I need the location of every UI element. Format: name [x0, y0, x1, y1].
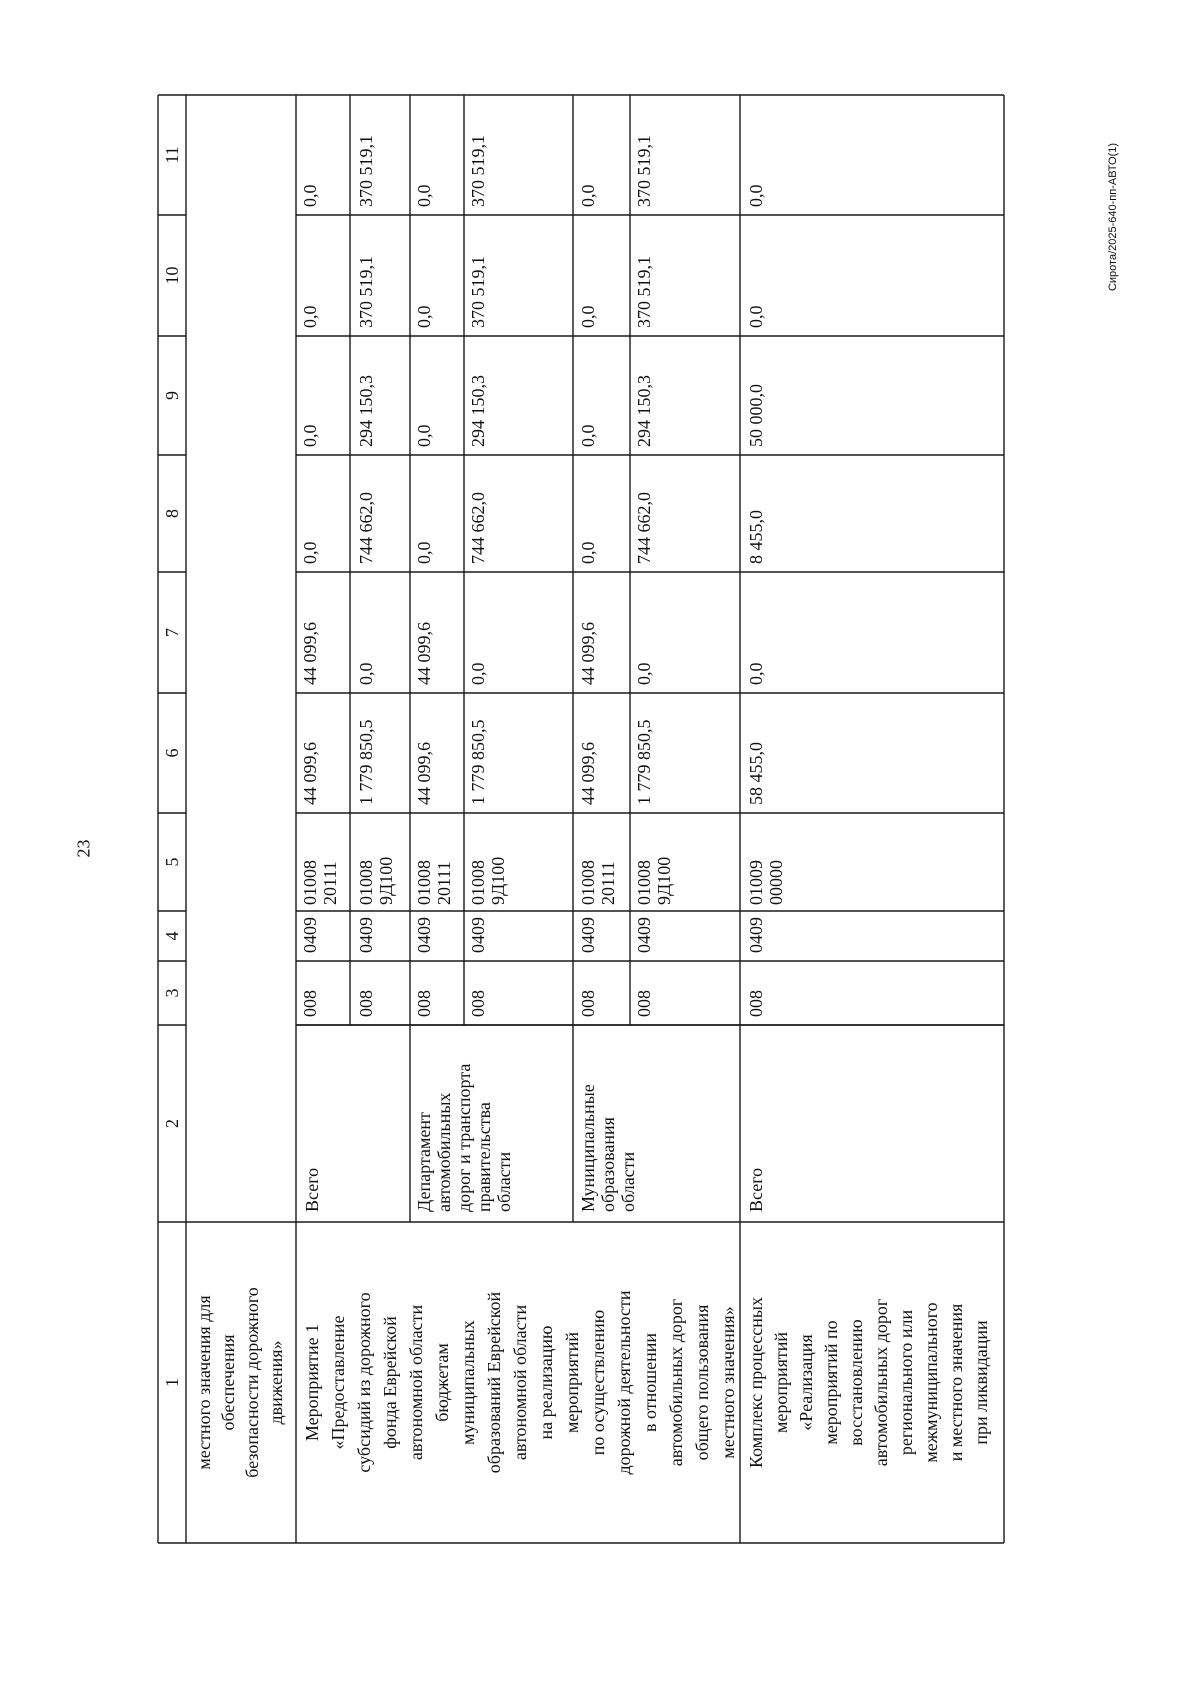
header-cell: 6 — [162, 748, 182, 758]
table-value-cell: 0,0 — [300, 184, 320, 207]
table-value-cell: 44 099,6 — [578, 622, 598, 685]
table-value-cell: 0409 — [468, 917, 488, 953]
budget-code-cell: 20111 — [434, 861, 454, 905]
budget-code-cell: 9Д100 — [488, 856, 508, 905]
table-value-cell: 008 — [414, 990, 434, 1017]
budget-code-cell: 9Д100 — [376, 856, 396, 905]
table-value-cell: 0,0 — [746, 305, 766, 328]
group-label: области — [618, 1151, 638, 1212]
header-cell: 8 — [162, 509, 182, 518]
table-value-cell: 0409 — [414, 917, 434, 953]
table-value-cell: 0,0 — [300, 424, 320, 447]
table-value-cell: 44 099,6 — [300, 622, 320, 685]
budget-code-cell: 00000 — [766, 860, 786, 905]
budget-code-cell: 20111 — [320, 861, 340, 905]
header-cell: 5 — [162, 857, 182, 867]
table-value-cell: 370 519,1 — [634, 135, 654, 207]
header-cell: 2 — [162, 1119, 182, 1128]
table-value-cell: 370 519,1 — [634, 256, 654, 328]
m1-col1-text: общего пользования — [692, 1304, 712, 1461]
table-value-cell: 50 000,0 — [746, 384, 766, 447]
table-value-cell: 0409 — [634, 917, 654, 953]
table-value-cell: 44 099,6 — [414, 742, 434, 805]
header-cell: 10 — [162, 266, 182, 285]
m1-col1-text: автомобильных дорог — [666, 1298, 686, 1467]
table-value-cell: 294 150,3 — [356, 375, 376, 447]
budget-code-cell: 20111 — [598, 861, 618, 905]
table-value-cell: 0,0 — [746, 662, 766, 685]
group-label: области — [494, 1151, 514, 1212]
row0-col1-text: безопасности дорожного — [242, 1287, 262, 1478]
group-label: правительства — [474, 1102, 494, 1212]
row0-col1-text: обеспечения — [218, 1334, 238, 1431]
k1-col1-text: Комплекс процессных — [746, 1297, 766, 1468]
table-value-cell: 0,0 — [414, 184, 434, 207]
table-value-cell: 0,0 — [468, 662, 488, 685]
table-value-cell: 0,0 — [300, 541, 320, 564]
k1-col1-text: автомобильных дорог — [871, 1298, 891, 1467]
table-value-cell: 0,0 — [578, 424, 598, 447]
header-cell: 4 — [162, 931, 182, 941]
page-number: 23 — [73, 839, 94, 858]
table-value-cell: 008 — [634, 990, 654, 1017]
table-value-cell: 0409 — [300, 917, 320, 953]
table-value-cell: 1 779 850,5 — [356, 719, 376, 805]
group-label: образования — [598, 1117, 618, 1212]
budget-code-cell: 01008 — [468, 860, 488, 905]
m1-col1-text: муниципальных — [458, 1320, 478, 1445]
k1-col1-text: восстановлению — [846, 1319, 866, 1446]
m1-col1-text: «Предоставление — [328, 1315, 348, 1450]
table-value-cell: 1 779 850,5 — [634, 719, 654, 805]
table-value-cell: 0409 — [578, 917, 598, 953]
group-label: автомобильных — [434, 1092, 454, 1212]
k1-col1-text: «Реализация — [796, 1334, 816, 1431]
budget-code-cell: 01008 — [634, 860, 654, 905]
header-cell: 9 — [162, 391, 182, 400]
table-value-cell: 0,0 — [414, 424, 434, 447]
table-value-cell: 370 519,1 — [356, 256, 376, 328]
budget-code-cell: 01008 — [356, 860, 376, 905]
m1-col1-text: субсидий из дорожного — [354, 1292, 374, 1473]
k1-col1-text: мероприятий — [771, 1331, 791, 1434]
table-value-cell: 008 — [356, 990, 376, 1017]
m1-col1-text: в отношении — [640, 1332, 660, 1433]
table-value-cell: 1 779 850,5 — [468, 719, 488, 805]
m1-col1-text: автономной области — [406, 1304, 426, 1461]
m1-col1-text: фонда Еврейской — [380, 1316, 400, 1449]
group-label: Муниципальные — [578, 1084, 598, 1212]
k1-col2-text: Всего — [746, 1167, 766, 1212]
m1-col1-text: бюджетам — [432, 1343, 452, 1422]
k1-col1-text: межмуниципального — [921, 1302, 941, 1463]
table-value-cell: 0,0 — [414, 305, 434, 328]
table-value-cell: 294 150,3 — [634, 375, 654, 447]
table-value-cell: 370 519,1 — [468, 256, 488, 328]
table-value-cell: 44 099,6 — [578, 742, 598, 805]
table-value-cell: 370 519,1 — [468, 135, 488, 207]
table-value-cell: 008 — [578, 990, 598, 1017]
table-value-cell: 744 662,0 — [356, 492, 376, 564]
table-value-cell: 0409 — [356, 917, 376, 953]
m1-col1-text: Мероприятие 1 — [302, 1323, 322, 1442]
table-value-cell: 44 099,6 — [414, 622, 434, 685]
m1-col1-text: местного значения» — [718, 1306, 738, 1459]
table-value-cell: 008 — [468, 990, 488, 1017]
k1-col1-text: регионального или — [896, 1309, 916, 1456]
m1-col1-text: дорожной деятельности — [614, 1290, 634, 1475]
table-value-cell: 58 455,0 — [746, 742, 766, 805]
budget-code-cell: 01008 — [578, 860, 598, 905]
table-value-cell: 0,0 — [578, 305, 598, 328]
table-value-cell: 0,0 — [414, 541, 434, 564]
k1-col1-text: при ликвидации — [971, 1320, 991, 1445]
table-value-cell: 0,0 — [300, 305, 320, 328]
group-label: Департамент — [414, 1112, 434, 1212]
budget-code-cell: 01008 — [414, 860, 434, 905]
table-value-cell: 0,0 — [578, 541, 598, 564]
budget-code-cell: 01009 — [746, 860, 766, 905]
document-reference-text: Сирота/2025-640-пп-АВТО(1) — [1107, 142, 1119, 292]
table-value-cell: 44 099,6 — [300, 742, 320, 805]
table-value-cell: 0,0 — [356, 662, 376, 685]
m1-col1-text: по осуществлению — [588, 1309, 608, 1456]
table-value-cell: 0409 — [746, 917, 766, 953]
m1-col1-text: автономной области — [510, 1304, 530, 1461]
budget-code-cell: 9Д100 — [654, 856, 674, 905]
row0-col1-text: движения» — [266, 1340, 286, 1425]
table-value-cell: 008 — [300, 990, 320, 1017]
header-cell: 11 — [162, 146, 182, 164]
table-value-cell: 744 662,0 — [634, 492, 654, 564]
budget-code-cell: 01008 — [300, 860, 320, 905]
table-value-cell: 370 519,1 — [356, 135, 376, 207]
m1-col1-text: образований Еврейской — [484, 1291, 504, 1474]
table-value-cell: 0,0 — [578, 184, 598, 207]
m1-col1-text: на реализацию — [536, 1325, 556, 1440]
group-label: дорог и транспорта — [454, 1063, 474, 1212]
row0-col1-text: местного значения для — [194, 1295, 214, 1470]
table-value-cell: 294 150,3 — [468, 375, 488, 447]
table-value-cell: 8 455,0 — [746, 510, 766, 564]
table-value-cell: 0,0 — [634, 662, 654, 685]
table-value-cell: 008 — [746, 990, 766, 1017]
k1-col1-text: мероприятий по — [821, 1320, 841, 1445]
header-cell: 7 — [162, 628, 182, 637]
group-label: Всего — [302, 1167, 322, 1212]
header-cell: 1 — [162, 1378, 182, 1387]
table-value-cell: 0,0 — [746, 184, 766, 207]
table-value-cell: 744 662,0 — [468, 492, 488, 564]
header-cell: 3 — [162, 988, 182, 998]
k1-col1-text: и местного значения — [946, 1303, 966, 1462]
m1-col1-text: мероприятий — [562, 1331, 582, 1434]
